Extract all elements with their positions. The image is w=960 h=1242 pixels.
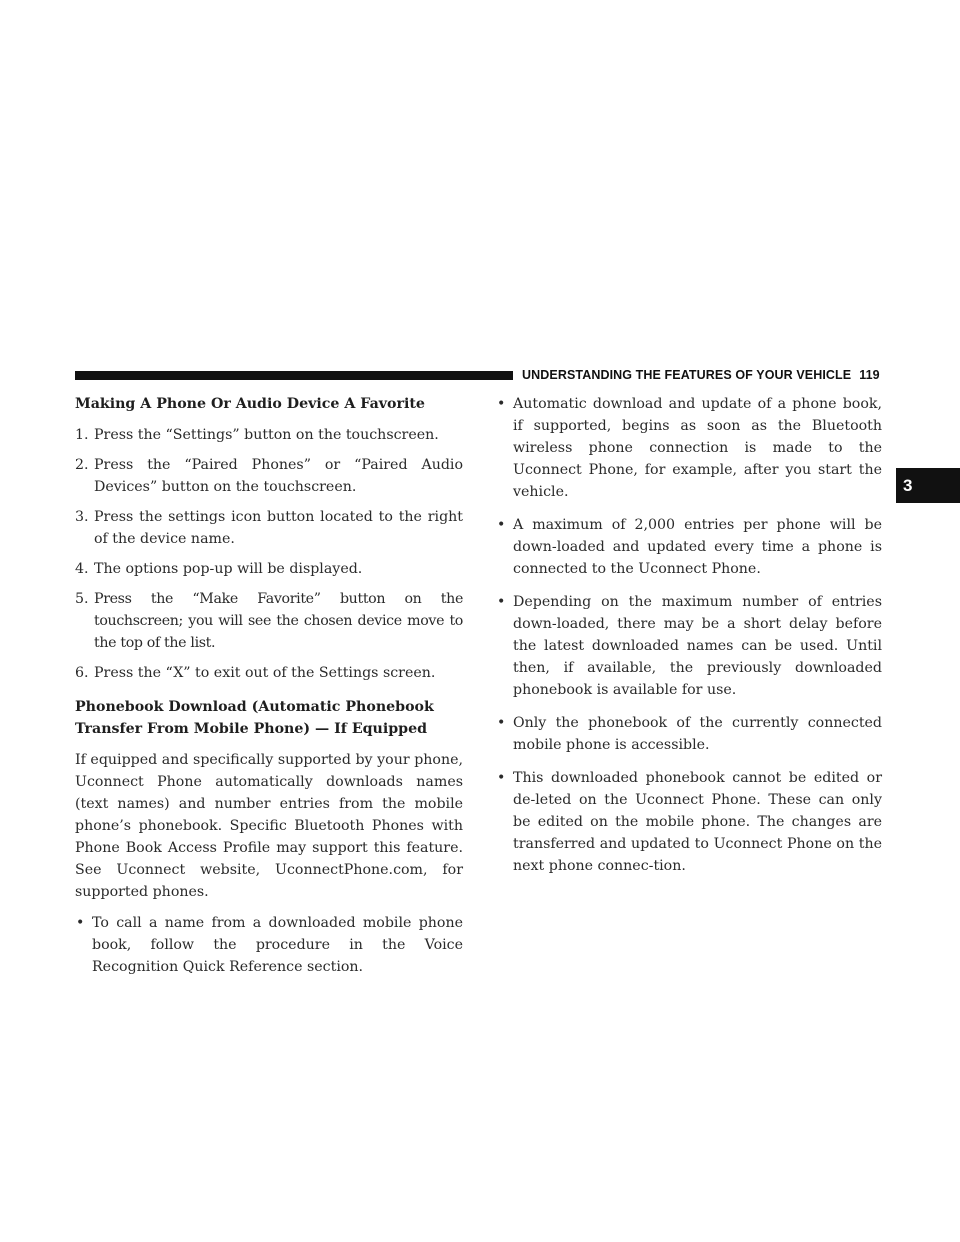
list-item [496, 393, 882, 503]
step-number: 1. [75, 427, 89, 443]
step-number: 3. [75, 509, 89, 525]
step-number: 5. [75, 591, 89, 607]
bullet-text: Only the phonebook of the currently connected mobile phone is accessible. [513, 715, 882, 753]
bullet-marker: • [497, 594, 506, 610]
step-text: Press the “Paired Phones” or “Paired Audio Devices” button on the touchscreen. [94, 457, 463, 495]
header-rule [75, 371, 513, 380]
bullet-marker: • [497, 517, 506, 533]
heading-make-favorite: Making A Phone Or Audio Device A Favorite [75, 396, 425, 412]
step-number: 4. [75, 561, 89, 577]
step-text: Press the “X” to exit out of the Settings screen. [94, 665, 436, 681]
heading-line: Transfer From Mobile Phone) — If Equipped [75, 721, 428, 737]
bullet-text: Depending on the maximum number of entries down-loaded, there may be a short delay before the latest downloaded names can be used. Until then, if available, the previously downloaded phonebook is available for use. [513, 594, 882, 698]
step-item [75, 662, 463, 684]
step-item [75, 558, 463, 580]
bullet-text: This downloaded phonebook cannot be edited or de-leted on the Uconnect Phone. These can only be edited on the mobile phone. The changes are transferred and updated to Uconnect Phone on the next phone connec-tion. [513, 770, 882, 874]
list-item [496, 767, 882, 877]
list-item [75, 912, 463, 978]
heading-phonebook-download [75, 696, 463, 740]
bullet-text: To call a name from a downloaded mobile phone book, follow the procedure in the Voice Recognition Quick Reference section. [92, 915, 463, 975]
bullet-marker: • [76, 915, 85, 931]
phonebook-paragraph: If equipped and specifically supported by your phone, Uconnect Phone automatically downloads names (text names) and number entries from the mobile phone’s phonebook. Specific Bluetooth Phones with Phone Book Access Profile may support this feature. See Uconnect website, UconnectPhone.com, for supported phones. [75, 752, 463, 900]
bullet-text: Automatic download and update of a phone book, if supported, begins as soon as the Bluetooth wireless phone connection is made to the Uconnect Phone, for example, after you start the vehicle. [513, 396, 882, 500]
bullet-marker: • [497, 396, 506, 412]
step-item [75, 424, 463, 446]
step-item [75, 454, 463, 498]
heading-line: Phonebook Download (Automatic Phonebook [75, 699, 434, 715]
left-column [75, 393, 463, 987]
list-item [496, 591, 882, 701]
step-item [75, 506, 463, 550]
step-number: 6. [75, 665, 89, 681]
step-number: 2. [75, 457, 89, 473]
page-number: 119 [859, 368, 880, 382]
running-header [522, 368, 880, 382]
section-title: UNDERSTANDING THE FEATURES OF YOUR VEHICLE [522, 368, 852, 382]
list-item [496, 712, 882, 756]
right-column [496, 393, 882, 888]
step-text: Press the settings icon button located to the right of the device name. [94, 509, 463, 547]
bullet-marker: • [497, 715, 506, 731]
step-text: The options pop-up will be displayed. [94, 561, 363, 577]
bullet-marker: • [497, 770, 506, 786]
step-item [75, 588, 463, 654]
step-text: Press the “Make Favorite” button on the touchscreen; you will see the chosen device move to the top of the list. [94, 591, 463, 651]
step-text: Press the “Settings” button on the touchscreen. [94, 427, 439, 443]
chapter-tab: 3 [896, 468, 960, 503]
list-item [496, 514, 882, 580]
bullet-text: A maximum of 2,000 entries per phone will be down-loaded and updated every time a phone is connected to the Uconnect Phone. [513, 517, 882, 577]
